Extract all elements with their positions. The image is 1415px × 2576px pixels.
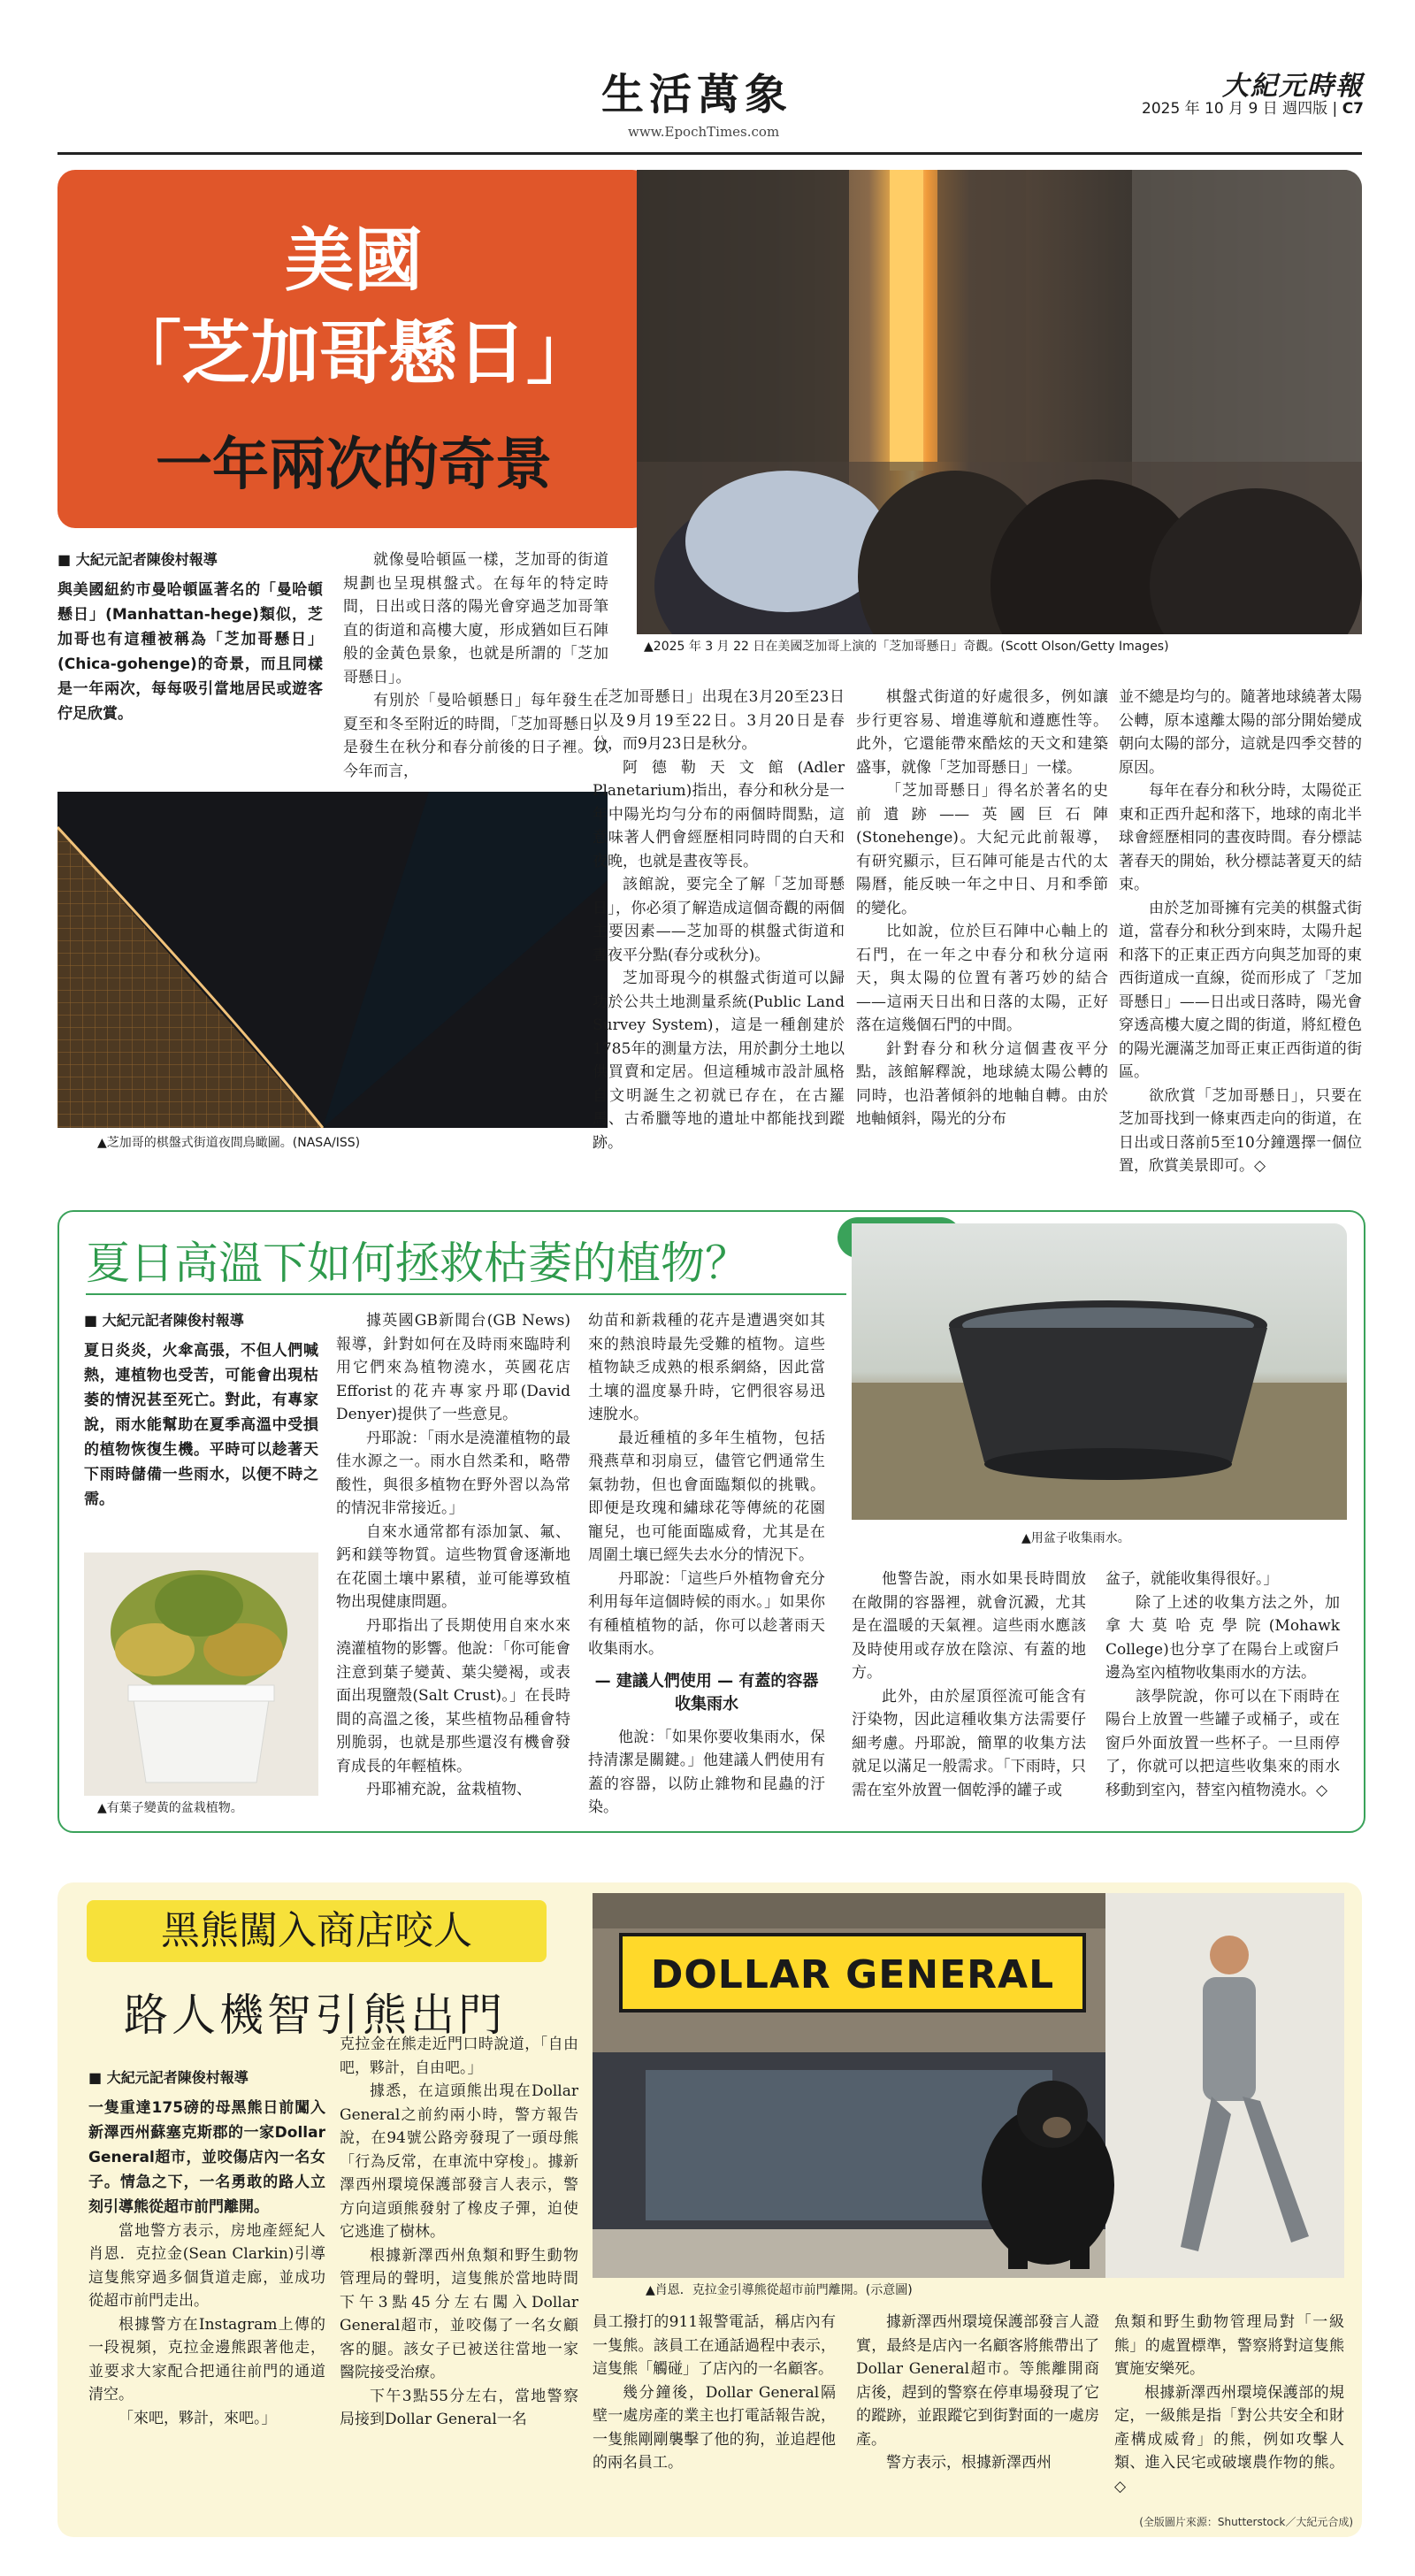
bear-paragraph: 據新澤西州環境保護部發言人證實，最終是店內一名顧客將熊帶出了Dollar General超市。等熊離開商店後，趕到的警察在停車場發現了它的蹤跡，並跟蹤它到街對面的一處房產。 xyxy=(856,2313,1099,2449)
bear-paragraph: 克拉金在熊走近門口時說道，「自由吧，夥計，自由吧。」 xyxy=(340,2036,578,2077)
chicagohenge-photo xyxy=(637,170,1362,634)
rain-pot-caption: ▲ 用盆子收集雨水。 xyxy=(1021,1530,1287,1546)
plants-col3 xyxy=(588,1309,825,1820)
chicagohenge-title-line1: 美國 xyxy=(284,221,423,301)
bear-col4 xyxy=(856,2311,1099,2475)
plants-paragraph: 據英國GB新聞台(GB News)報導，針對如何在及時雨來臨時利用它們來為植物澆水，英國花店Efforist的花卉專家丹耶(David Denyer)提供了一些意見。 xyxy=(336,1312,570,1423)
bear-photo-caption: ▲ 肖恩．克拉金引導熊從超市前門離開。(示意圖) xyxy=(646,2282,1141,2298)
wilting-plant-art xyxy=(84,1552,318,1796)
chicago-night-map xyxy=(57,792,608,1128)
chicagohenge-paragraph: 針對春分和秋分這個晝夜平分點，該館解釋說，地球繞太陽公轉的同時，也沿著傾斜的地軸自轉。由於地軸傾斜，陽光的分布 xyxy=(856,1039,1108,1128)
plants-paragraph: 幼苗和新栽種的花卉是遭遇突如其來的熱浪時最先受難的植物。這些植物缺乏成熟的根系網絡，因此當土壤的溫度暴升時，它們很容易迅速脫水。 xyxy=(588,1312,825,1423)
rain-pot-art xyxy=(852,1223,1347,1520)
plants-paragraph: 丹耶說：「雨水是澆灌植物的最佳水源之一。雨水自然柔和，略帶酸性，與很多植物在野外習以為常的情況非常接近。」 xyxy=(336,1429,570,1517)
chicagohenge-paragraph: 有別於「曼哈頓懸日」每年發生在夏至和冬至附近的時間，「芝加哥懸日」是發生在秋分和春分前後的日子裡。以今年而言， xyxy=(343,692,608,780)
chicagohenge-photo-caption: ▲ 2025 年 3 月 22 日在美國芝加哥上演的「芝加哥懸日」奇觀。(Scott Olson/Getty Images) xyxy=(644,639,1362,655)
chicago-night-map-art xyxy=(57,792,608,1128)
dollar-general-sign-text: DOLLAR GENERAL xyxy=(650,1952,1055,1997)
bear-col2 xyxy=(340,2033,578,2432)
bear-paragraph: 根據新澤西州魚類和野生動物管理局的聲明，這隻熊於當地時間下午3點45分左右闖入Dollar General超市，並咬傷了一名女顧客的腿。該女子已被送往當地一家醫院接受治療。 xyxy=(340,2246,578,2381)
chicagohenge-paragraph: 欲欣賞「芝加哥懸日」，只要在芝加哥找到一條東西走向的街道，在日出或日落前5至10分鐘選擇一個位置，欣賞美景即可。◇ xyxy=(1119,1086,1362,1175)
chicagohenge-paragraph: 「芝加哥懸日」得名於著名的史前遺跡——英國巨石陣(Stonehenge)。大紀元此前報導，有研究顯示，巨石陣可能是古代的太陽曆，能反映一年之中日、月和季節的變化。 xyxy=(856,782,1108,917)
plants-paragraph: 除了上述的收集方法之外，加拿大莫哈克學院(Mohawk College)也分享了在陽台上或窗戶邊為室內植物收集雨水的方法。 xyxy=(1105,1593,1340,1682)
chicagohenge-paragraph: 該館說，要完全了解「芝加哥懸日」，你必須了解造成這個奇觀的兩個主要因素——芝加哥的棋盤式街道和晝夜平分點(春分或秋分)。 xyxy=(593,876,845,964)
chicagohenge-col1 xyxy=(57,548,323,726)
bear-paragraph: 警方表示，根據新澤西州 xyxy=(886,2454,1052,2472)
bear-paragraph: 「來吧，夥計，來吧。」 xyxy=(119,2409,277,2427)
bear-col5 xyxy=(1114,2311,1344,2498)
chicagohenge-title-panel xyxy=(57,170,650,528)
plants-title-rule xyxy=(86,1293,846,1295)
newspaper-logo: 大紀元時報 xyxy=(1222,71,1364,102)
bear-lead: 一隻重達175磅的母黑熊日前闖入新澤西州蘇塞克斯郡的一家Dollar General超市，並咬傷店內一名女子。情急之下，一名勇敢的路人立刻引導熊從超市前門離開。 xyxy=(88,2098,325,2216)
issue-date-text: 2025 年 10 月 9 日 週四版 xyxy=(1142,100,1328,118)
chicagohenge-col2 xyxy=(343,548,608,783)
bear-paragraph: 下午3點55分左右，當地警察局接到Dollar General一名 xyxy=(340,2387,578,2428)
chicagohenge-photo-art xyxy=(637,170,1362,634)
plants-paragraph: 丹耶指出了長期使用自來水來澆灌植物的影響。他說：「你可能會注意到葉子變黃、葉尖變褐，或表面出現鹽殼(Salt Crust)。」在長時間的高溫之後，某些植物品種會特別脆弱，也就是那些還沒有機會發育成長的年輕植株。 xyxy=(336,1616,570,1775)
bear-paragraph: 根據警方在Instagram上傳的一段視頻，克拉金邊熊跟著他走，並要求大家配合把通往前門的通道清空。 xyxy=(88,2315,325,2404)
rain-pot-photo xyxy=(852,1223,1347,1520)
section-title: 生活萬象 xyxy=(601,70,793,119)
bear-byline: ■ 大紀元記者陳俊村報導 xyxy=(88,2066,325,2090)
chicagohenge-paragraph: 比如說，位於巨石陣中心軸上的石門，在一年之中春分和秋分這兩天，與太陽的位置有著巧妙的結合——這兩天日出和日落的太陽，正好落在這幾個石門的中間。 xyxy=(856,923,1108,1034)
plants-col2 xyxy=(336,1309,570,1802)
chicagohenge-col4 xyxy=(856,686,1108,1131)
plants-col5 xyxy=(1105,1568,1340,1802)
chicago-map-caption: ▲ 芝加哥的棋盤式街道夜間鳥瞰圖。(NASA/ISS) xyxy=(97,1135,593,1151)
chicagohenge-paragraph: 並不總是均勻的。隨著地球繞著太陽公轉，原本遠離太陽的部分開始變成朝向太陽的部分，這就是四季交替的原因。 xyxy=(1119,688,1362,777)
bear-col3 xyxy=(593,2311,836,2475)
header-rule xyxy=(57,152,1362,155)
plants-paragraph: 該學院說，你可以在下雨時在陽台上放置一些罐子或桶子，或在窗戶外面放置一些杯子。一旦雨停了，你就可以把這些收集來的雨水移動到室內，替室內植物澆水。◇ xyxy=(1105,1687,1340,1799)
bear-col1 xyxy=(88,2066,325,2430)
plants-col4 xyxy=(852,1568,1086,1802)
wilting-plant-caption: ▲ 有葉子變黃的盆栽植物。 xyxy=(97,1800,327,1816)
chicagohenge-paragraph: 由於芝加哥擁有完美的棋盤式街道，當春分和秋分到來時，太陽升起和落下的正東正西方向與芝加哥的東西街道成一直線，從而形成了「芝加哥懸日」——日出或日落時，陽光會穿透高樓大廈之間的街道，將紅橙色的陽光灑滿芝加哥正東正西街道的街區。 xyxy=(1119,899,1362,1081)
plants-paragraph: 盆子，就能收集得很好。」 xyxy=(1105,1570,1279,1588)
chicagohenge-lead: 與美國紐約市曼哈頓區著名的「曼哈頓懸日」(Manhattan-hege)類似，芝加哥也有這種被稱為「芝加哥懸日」(Chica-gohenge)的奇景，而且同樣是一年兩次，每每吸引當地居民或遊客佇足欣賞。 xyxy=(57,580,323,723)
plants-subhead: — 建議人們使用 — 有蓋的容器收集雨水 xyxy=(594,1671,819,1714)
page-header xyxy=(0,0,1415,164)
bear-paragraph: 根據新澤西州環境保護部的規定，一級熊是指「對公共安全和財產構成威脅」的熊，例如攻擊人類、進入民宅或破壞農作物的熊。◇ xyxy=(1114,2383,1344,2496)
chicagohenge-title-line2: 「芝加哥懸日」 xyxy=(111,314,595,394)
photo-credit: (全版圖片來源：Shutterstock／大紀元合成) xyxy=(1139,2516,1353,2528)
chicagohenge-subtitle: 一年兩次的奇景 xyxy=(156,433,552,498)
plants-paragraph: 丹耶說：「這些戶外植物會充分利用每年這個時候的雨水。」如果你有種植植物的話，你可以趁著雨天收集雨水。 xyxy=(588,1569,825,1658)
bear-paragraph: 員工撥打的911報警電話，稱店內有一隻熊。該員工在通話過程中表示，這隻熊「觸碰」了店內的一名顧客。 xyxy=(593,2313,836,2378)
plants-lead: 夏日炎炎，火傘高張，不但人們喊熱，連植物也受苦，可能會出現枯萎的情況甚至死亡。對此，有專家說，雨水能幫助在夏季高溫中受損的植物恢復生機。平時可以趁著天下雨時儲備一些雨水，以便不時之需。 xyxy=(84,1341,318,1508)
chicagohenge-col3 xyxy=(593,686,845,1154)
bear-title-line2: 路人機智引熊出門 xyxy=(124,1990,506,2041)
plants-paragraph: 他警告說，雨水如果長時間放在敞開的容器裡，就會沉澱，尤其是在溫暖的天氣裡。這些雨水應該及時使用或存放在陰涼、有蓋的地方。 xyxy=(852,1570,1086,1682)
website-url: www.EpochTimes.com xyxy=(628,124,780,140)
bear-paragraph: 魚類和野生動物管理局對「一級熊」的處置標準，警察將對這隻熊實施安樂死。 xyxy=(1114,2313,1344,2378)
chicagohenge-paragraph: 就像曼哈頓區一樣，芝加哥的街道規劃也呈現棋盤式。在每年的特定時間，日出或日落的陽光會穿過芝加哥筆直的街道和高樓大廈，形成猶如巨石陣般的金黃色景象，也就是所謂的「芝加哥懸日」。 xyxy=(343,551,608,686)
chicagohenge-col5 xyxy=(1119,686,1362,1178)
bear-store-photo xyxy=(593,1893,1344,2278)
chicagohenge-paragraph: 棋盤式街道的好處很多，例如讓步行更容易、增進導航和遵應性等。此外，它還能帶來酷炫的天文和建築盛事，就像「芝加哥懸日」一樣。 xyxy=(856,688,1108,777)
wilting-plant-photo xyxy=(84,1552,318,1796)
plants-paragraph: 自來水通常都有添加氯、氟、鈣和鎂等物質。這些物質會逐漸地在花園土壤中累積，並可能導致植物出現健康問題。 xyxy=(336,1522,570,1611)
bear-paragraph: 幾分鐘後，Dollar General隔壁一處房產的業主也打電話報告說，一隻熊剛剛襲擊了他的狗，並追趕他的兩名員工。 xyxy=(593,2383,836,2472)
chicagohenge-paragraph: 每年在春分和秋分時，太陽從正東和正西升起和落下，地球的南北半球會經歷相同的晝夜時間。春分標誌著春天的開始，秋分標誌著夏天的結束。 xyxy=(1119,782,1362,893)
plants-title: 夏日高溫下如何拯救枯萎的植物？ xyxy=(86,1238,749,1289)
chicagohenge-paragraph: 芝加哥現今的棋盤式街道可以歸功於公共土地測量系統(Public Land Survey System)，這是一種創建於1785年的測量方法，用於劃分土地以供買賣和定居。但這種城市設計風格自文明誕生之初就已存在，在古羅馬、古希臘等地的遺址中都能找到蹤跡。 xyxy=(593,970,845,1152)
plants-byline: ■ 大紀元記者陳俊村報導 xyxy=(84,1309,318,1333)
bear-paragraph: 當地警方表示，房地產經紀人肖恩．克拉金(Sean Clarkin)引導這隻熊穿過多個貨道走廊，並成功從超市前門走出。 xyxy=(88,2221,325,2310)
plants-paragraph: 丹耶補充說，盆栽植物、 xyxy=(366,1781,532,1798)
plants-col1 xyxy=(84,1309,318,1512)
plants-paragraph: 此外，由於屋頂徑流可能含有汙染物，因此這種收集方法需要仔細考慮。丹耶說，簡單的收集方法就足以滿足一般需求。「下雨時，只需在室外放置一個乾淨的罐子或 xyxy=(852,1687,1086,1799)
page-number: C7 xyxy=(1342,100,1364,118)
plants-paragraph: 最近種植的多年生植物，包括飛燕草和羽扇豆，儘管它們通常生氣勃勃，但也會面臨類似的挑戰。即便是玫瑰和繡球花等傳統的花園寵兒，也可能面臨威脅，尤其是在周圍土壤已經失去水分的情況下。 xyxy=(588,1429,825,1564)
bear-title-line1: 黑熊闖入商店咬人 xyxy=(87,1900,547,1962)
chicagohenge-paragraph: 「芝加哥懸日」出現在3月20至23日以及9月19至22日。3月20日是春分，而9月23日是秋分。 xyxy=(593,688,845,753)
chicagohenge-paragraph: 阿德勒天文館(Adler Planetarium)指出，春分和秋分是一年中陽光均勻分布的兩個時間點，這意味著人們會經歷相同時間的白天和夜晚，也就是晝夜等長。 xyxy=(593,758,845,870)
chicagohenge-byline: ■ 大紀元記者陳俊村報導 xyxy=(57,548,323,572)
issue-date: 2025 年 10 月 9 日 週四版 | C7 xyxy=(1142,100,1364,118)
plants-paragraph: 他說：「如果你要收集雨水，保持清潔是關鍵。」他建議人們使用有蓋的容器，以防止雜物和昆蟲的汙染。 xyxy=(588,1728,825,1816)
bear-paragraph: 據悉，在這頭熊出現在Dollar General之前約兩小時，警方報告說，在94號公路旁發現了一頭母熊「行為反常，在車流中穿梭」。據新澤西州環境保護部發言人表示，警方向這頭熊發射了橡皮子彈，迫使它逃進了樹林。 xyxy=(340,2082,578,2241)
